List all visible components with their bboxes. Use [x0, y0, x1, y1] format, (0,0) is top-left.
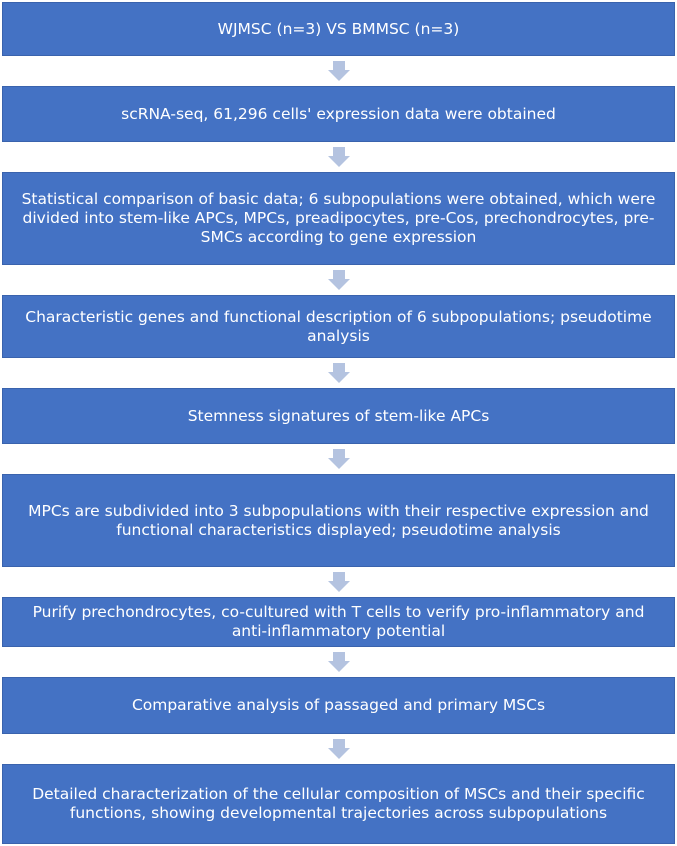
step-7-text: Purify prechondrocytes, co-cultured with T cells to verify pro-inflammatory and anti-inflammatory potential [32, 603, 645, 640]
step-9-box [2, 764, 675, 844]
step-7-box [2, 597, 675, 647]
down-arrow-icon [328, 739, 350, 759]
step-1-text: WJMSC (n=3) VS BMMSC (n=3) [217, 19, 460, 38]
step-4-box [2, 295, 675, 358]
step-8-text: Comparative analysis of passaged and primary MSCs [131, 696, 546, 714]
step-3-text: Statistical comparison of basic data; 6 subpopulations were obtained, which were divided into stem-like APCs, MPCs, preadipocytes, pre-Cos, prechondrocytes, pre-SMCs according to gene expression [21, 190, 656, 246]
step-1-box [2, 2, 675, 56]
step-6-text: MPCs are subdivided into 3 subpopulations with their respective expression and functional characteristics displayed; pseudotime analysis [28, 501, 649, 539]
down-arrow-icon [328, 363, 350, 383]
step-9-text: Detailed characterization of the cellular composition of MSCs and their specific functions, showing developmental trajectories across subpopulations [32, 785, 645, 822]
down-arrow-icon [328, 61, 350, 81]
step-4-text: Characteristic genes and functional description of 6 subpopulations; pseudotime analysis [25, 307, 652, 345]
step-2-box [2, 86, 675, 142]
step-2-text: scRNA-seq, 61,296 cells' expression data were obtained [121, 104, 556, 123]
step-5-box [2, 388, 675, 444]
down-arrow-icon [328, 147, 350, 167]
step-3-box [2, 172, 675, 265]
step-8-box [2, 677, 675, 734]
down-arrow-icon [328, 652, 350, 672]
step-5-text: Stemness signatures of stem-like APCs [187, 406, 490, 425]
step-6-box [2, 474, 675, 567]
down-arrow-icon [328, 270, 350, 290]
down-arrow-icon [328, 572, 350, 592]
down-arrow-icon [328, 449, 350, 469]
